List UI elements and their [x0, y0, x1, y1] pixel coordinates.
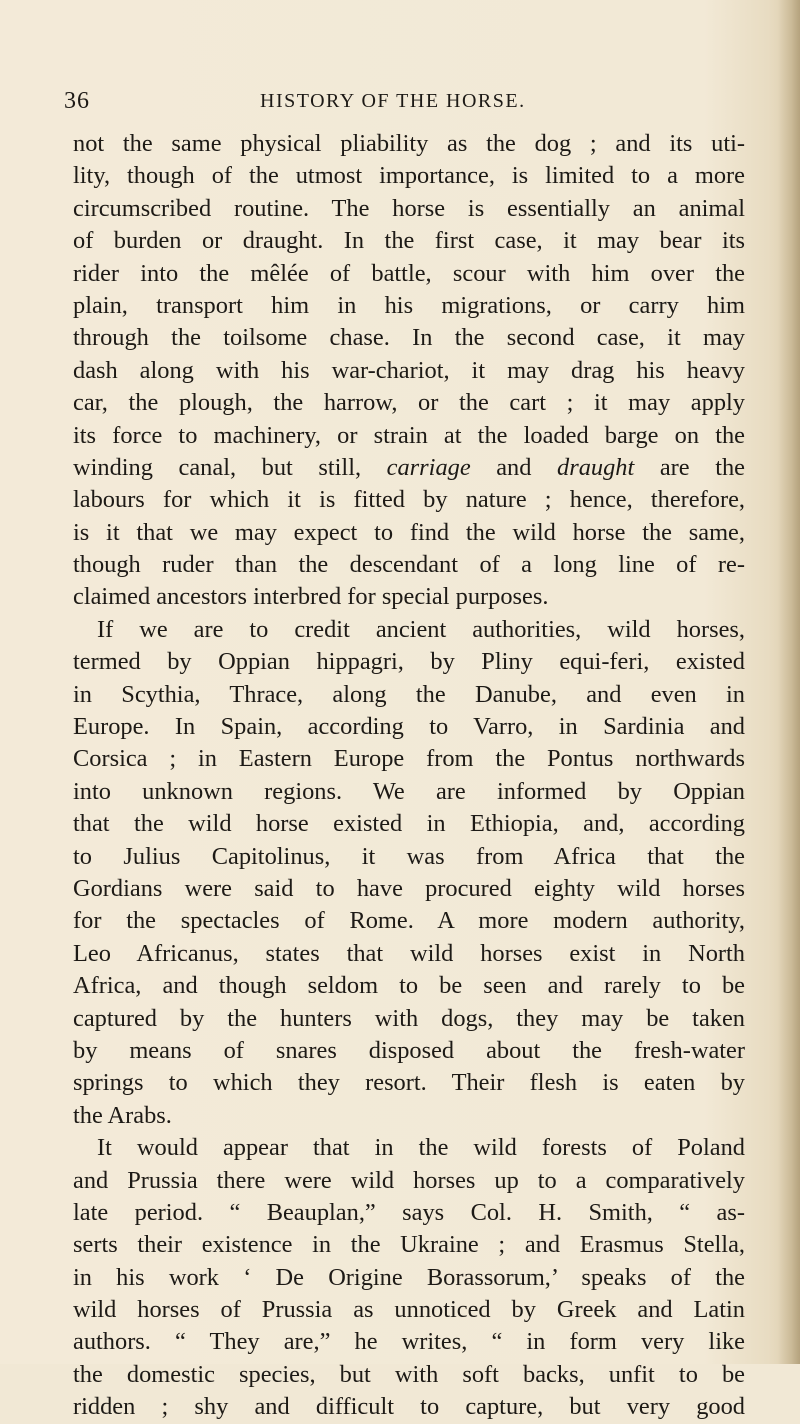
text-line: plain, transport him in his migrations, or carry him	[73, 291, 745, 319]
text-line: Europe. In Spain, according to Varro, in Sardinia and	[73, 713, 745, 741]
text-line: labours for which it is fitted by nature ; hence, therefore,	[73, 486, 745, 514]
text-line: ridden ; shy and difficult to capture, but very good	[73, 1393, 745, 1421]
text-line: Gordians were said to have procured eighty wild horses	[73, 874, 745, 902]
text-segment: winding canal, but still,	[73, 453, 387, 481]
text-line: rider into the mêlée of battle, scour with him over the	[73, 259, 745, 287]
text-line: dash along with his war-chariot, it may drag his heavy	[73, 356, 745, 384]
text-line: in Scythia, Thrace, along the Danube, and even in	[73, 680, 745, 708]
text-line-italic-terms	[73, 452, 745, 484]
text-line: that the wild horse existed in Ethiopia, and, according	[73, 810, 745, 838]
text-line: is it that we may expect to find the wild horse the same,	[73, 518, 745, 546]
text-line: though ruder than the descendant of a long line of re-	[73, 551, 745, 579]
page-edge-shadow	[778, 0, 800, 1364]
text-line: circumscribed routine. The horse is essentially an animal	[73, 194, 745, 222]
text-segment: are the	[634, 453, 745, 481]
text-line: by means of snares disposed about the fresh-water	[73, 1036, 745, 1064]
italic-term-draught: draught	[557, 453, 635, 481]
text-line: of burden or draught. In the first case, it may bear its	[73, 227, 745, 255]
italic-term-carriage: carriage	[386, 453, 471, 481]
paragraph-end-line: claimed ancestors interbred for special purposes.	[73, 583, 549, 611]
text-line: captured by the hunters with dogs, they may be taken	[73, 1004, 745, 1032]
paragraph-start-line: If we are to credit ancient authorities, wild horses,	[97, 615, 745, 643]
running-title: HISTORY OF THE HORSE.	[260, 90, 526, 112]
text-line: and Prussia there were wild horses up to a comparatively	[73, 1166, 745, 1194]
text-line: car, the plough, the harrow, or the cart ; it may apply	[73, 389, 745, 417]
text-line: termed by Oppian hippagri, by Pliny equi-feri, existed	[73, 648, 745, 676]
text-line: to Julius Capitolinus, it was from Africa that the	[73, 842, 745, 870]
text-line: into unknown regions. We are informed by Oppian	[73, 777, 745, 805]
text-line: Leo Africanus, states that wild horses exist in North	[73, 939, 745, 967]
paragraph-end-line: the Arabs.	[73, 1101, 172, 1129]
text-line: Corsica ; in Eastern Europe from the Pontus northwards	[73, 745, 745, 773]
text-line: for the spectacles of Rome. A more modern authority,	[73, 907, 745, 935]
text-line: lity, though of the utmost importance, is limited to a more	[73, 162, 745, 190]
text-line: in his work ‘ De Origine Borassorum,’ speaks of the	[73, 1263, 745, 1291]
text-line: wild horses of Prussia as unnoticed by Greek and Latin	[73, 1296, 745, 1324]
text-line: authors. “ They are,” he writes, “ in form very like	[73, 1328, 745, 1356]
page-number: 36	[64, 88, 90, 114]
text-line: serts their existence in the Ukraine ; and Erasmus Stella,	[73, 1231, 745, 1259]
text-line: springs to which they resort. Their flesh is eaten by	[73, 1069, 745, 1097]
text-line: not the same physical pliability as the dog ; and its uti-	[73, 130, 745, 157]
text-segment: and	[470, 453, 558, 481]
body-text	[73, 128, 745, 1424]
text-line: Africa, and though seldom to be seen and rarely to be	[73, 972, 745, 1000]
text-line: its force to machinery, or strain at the loaded barge on the	[73, 421, 745, 449]
text-line: late period. “ Beauplan,” says Col. H. Smith, “ as-	[73, 1198, 745, 1226]
page-header	[64, 88, 764, 118]
text-line: the domestic species, but with soft backs, unfit to be	[73, 1360, 745, 1388]
paragraph-start-line: It would appear that in the wild forests of Poland	[97, 1134, 745, 1162]
text-line: through the toilsome chase. In the second case, it may	[73, 324, 745, 352]
